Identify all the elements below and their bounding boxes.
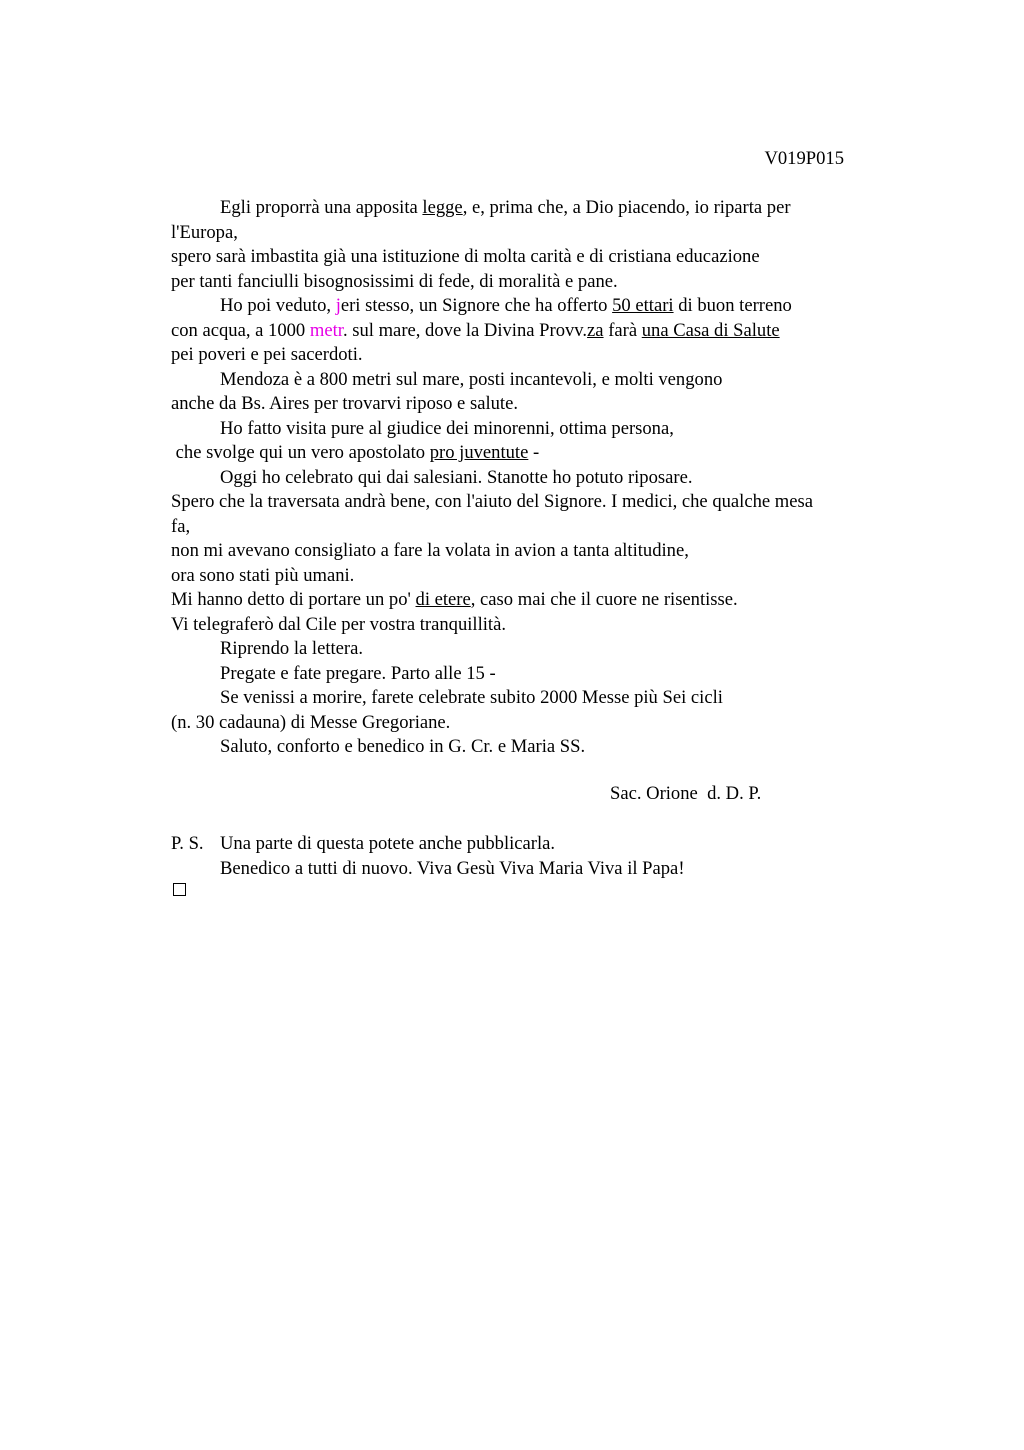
text-line — [171, 735, 891, 760]
text-segment: . sul mare, dove la Divina Provv. — [342, 319, 588, 341]
text-segment: Ho fatto visita pure al giudice dei minorenni, ottima persona, — [220, 417, 674, 439]
highlighted-text: j — [335, 295, 341, 316]
underlined-text: legge — [422, 197, 463, 218]
text-line — [171, 686, 891, 711]
text-line — [171, 515, 891, 540]
text-segment: pei poveri e pei sacerdoti. — [171, 344, 363, 365]
text-line — [171, 343, 891, 368]
text-segment: non mi avevano consigliato a fare la volata in avion a tanta altitudine, — [171, 540, 689, 561]
text-segment: ora sono stati più umani. — [171, 564, 355, 586]
text-line — [171, 221, 891, 246]
letter-body — [171, 196, 891, 760]
highlighted-text: metr — [309, 319, 343, 341]
text-line — [171, 539, 891, 564]
text-line — [171, 637, 891, 662]
text-segment: con acqua, a 1000 — [171, 319, 310, 341]
text-segment: Mendoza è a 800 metri sul mare, posti incantevoli, e molti vengono — [220, 368, 723, 390]
underlined-text: pro juventute — [429, 442, 529, 463]
text-segment: per tanti fanciulli bisognosissimi di fede, di moralità e pane. — [171, 270, 618, 292]
text-segment: Egli proporrà una apposita — [220, 197, 423, 218]
text-segment: Oggi ho celebrato qui dai salesiani. Stanotte ho potuto riposare. — [220, 466, 693, 488]
text-segment: di buon terreno — [673, 295, 792, 316]
text-segment: fa, — [171, 515, 191, 537]
text-segment: Spero che la traversata andrà bene, con l'aiuto del Signore. I medici, che qualche mesa — [171, 491, 813, 512]
text-segment: Pregate e fate pregare. Parto alle 15 - — [220, 662, 496, 684]
text-segment: anche da Bs. Aires per trovarvi riposo e salute. — [171, 393, 518, 414]
text-line — [171, 417, 891, 442]
signature: Sac. Orione d. D. P. — [610, 783, 762, 804]
postscript — [171, 832, 891, 881]
text-segment: Saluto, conforto e benedico in G. Cr. e Maria SS. — [220, 736, 586, 757]
postscript-text: Benedico a tutti di nuovo. Viva Gesù Viva Maria Viva il Papa! — [220, 857, 685, 879]
text-segment: Se venissi a morire, farete celebrate subito 2000 Messe più Sei cicli — [220, 687, 723, 708]
text-segment: l'Europa, — [171, 221, 238, 243]
text-line — [171, 196, 891, 221]
postscript-line — [171, 857, 891, 882]
underlined-text: za — [587, 319, 604, 341]
text-segment: farà — [603, 319, 642, 341]
checkbox-glyph — [173, 883, 186, 896]
text-line — [171, 588, 891, 613]
underlined-text: di etere — [415, 589, 471, 610]
text-segment: eri stesso, un Signore che ha offerto — [340, 295, 613, 316]
postscript-line — [171, 832, 891, 857]
text-line — [171, 466, 891, 491]
text-line — [171, 441, 891, 466]
text-line — [171, 613, 891, 638]
text-segment: Riprendo la lettera. — [220, 638, 364, 659]
text-line — [171, 490, 891, 515]
text-segment: - — [528, 442, 540, 463]
text-line — [171, 368, 891, 393]
text-line — [171, 392, 891, 417]
postscript-text: Una parte di questa potete anche pubblicarla. — [220, 833, 556, 854]
text-segment: , caso mai che il cuore ne risentisse. — [470, 589, 738, 610]
text-line — [171, 270, 891, 295]
text-line — [171, 245, 891, 270]
text-segment: Vi telegraferò dal Cile per vostra tranquillità. — [171, 613, 506, 635]
text-segment: Ho poi veduto, — [220, 295, 336, 316]
text-line — [171, 319, 891, 344]
text-segment: Mi hanno detto di portare un po' — [171, 589, 416, 610]
postscript-label: P. S. — [171, 833, 204, 854]
text-line — [171, 294, 891, 319]
text-segment: che svolge qui un vero apostolato — [171, 442, 430, 463]
underlined-text: una Casa di Salute — [641, 319, 780, 341]
text-line — [171, 564, 891, 589]
text-segment: (n. 30 cadauna) di Messe Gregoriane. — [171, 711, 451, 733]
document-reference-code: V019P015 — [764, 148, 844, 169]
text-line — [171, 662, 891, 687]
underlined-text: 50 ettari — [612, 295, 674, 316]
text-line — [171, 711, 891, 736]
text-segment: , e, prima che, a Dio piacendo, io riparta per — [462, 197, 791, 218]
text-segment: spero sarà imbastita già una istituzione di molta carità e di cristiana educazione — [171, 246, 760, 267]
